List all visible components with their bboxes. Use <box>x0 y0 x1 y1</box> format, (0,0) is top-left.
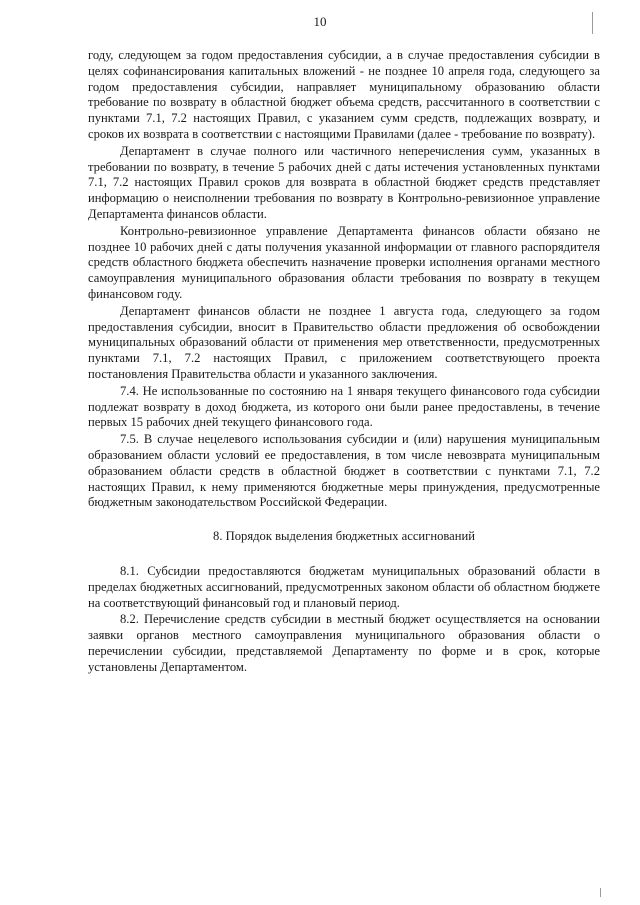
paragraph-finance-department: Департамент финансов области не позднее 1 августа года, следующего за годом предоставления субсидии, вносит в Правительство области предложения об освобождении муниципальных образований области от применения мер ответственности, предусмотренных пунктами 7.1, 7.2 настоящих Правил, с приложением соответствующего проекта постановления Правительства области и указанного заключения. <box>88 303 600 381</box>
scan-mark-bottom <box>600 888 601 897</box>
paragraph-return-requirement: году, следующем за годом предоставления субсидии, а в случае предоставления субсидии в целях софинансирования капитальных вложений - не позднее 10 апреля года, следующего за годом предоставления субсидии, направляет муниципальному образованию области требование по возврату в областной бюджет объема средств, рассчитанного в соответствии с пунктами 7.1, 7.2 настоящих Правил, с указанием сумм средств, подлежащих возврату, и сроков их возврата в соответствии с настоящими Правилами (далее - требование по возврату). <box>88 48 600 141</box>
paragraph-8-2: 8.2. Перечисление средств субсидии в местный бюджет осуществляется на основании заявки органов местного самоуправления муниципального образования области о перечислении субсидии, представляемой Департаменту по форме и в срок, которые установлены Департаментом. <box>88 612 600 674</box>
section-8-heading: 8. Порядок выделения бюджетных ассигнований <box>213 529 475 544</box>
scan-mark-top <box>592 12 593 34</box>
paragraph-department-nonpayment: Департамент в случае полного или частичного неперечисления сумм, указанных в требовании по возврату, в течение 5 рабочих дней с даты истечения установленных пунктами 7.1, 7.2 настоящих Правил сроков для возврата в областной бюджет средств представляет информацию о неисполнении требования по возврату в Контрольно-ревизионное управление Департамента финансов области. <box>88 143 600 221</box>
page-number: 10 <box>313 14 327 29</box>
paragraph-8-1: 8.1. Субсидии предоставляются бюджетам муниципальных образований области в пределах бюджетных ассигнований, предусмотренных законом области об областном бюджете на соответствующий финансовый год и плановый период. <box>88 563 600 610</box>
paragraph-7-5: 7.5. В случае нецелевого использования субсидии и (или) нарушения муниципальным образованием области условий ее предоставления, в том числе невозврата муниципальным образованием области средств в областной бюджет в соответствии с пунктами 7.1, 7.2 настоящих Правил, к нему применяются бюджетные меры принуждения, предусмотренные бюджетным законодательством Российской Федерации. <box>88 432 600 510</box>
paragraph-7-4: 7.4. Не использованные по состоянию на 1 января текущего финансового года субсидии подлежат возврату в доход бюджета, из которого они были ранее предоставлены, в течение первых 15 рабочих дней текущего финансового года. <box>88 383 600 430</box>
paragraph-audit-office: Контрольно-ревизионное управление Департамента финансов области обязано не позднее 10 рабочих дней с даты получения указанной информации от главного распорядителя средств областного бюджета обеспечить назначение проверки исполнения органами местного самоуправления муниципального образования области требования по возврату в текущем финансовом году. <box>88 223 600 301</box>
document-body <box>88 48 600 675</box>
